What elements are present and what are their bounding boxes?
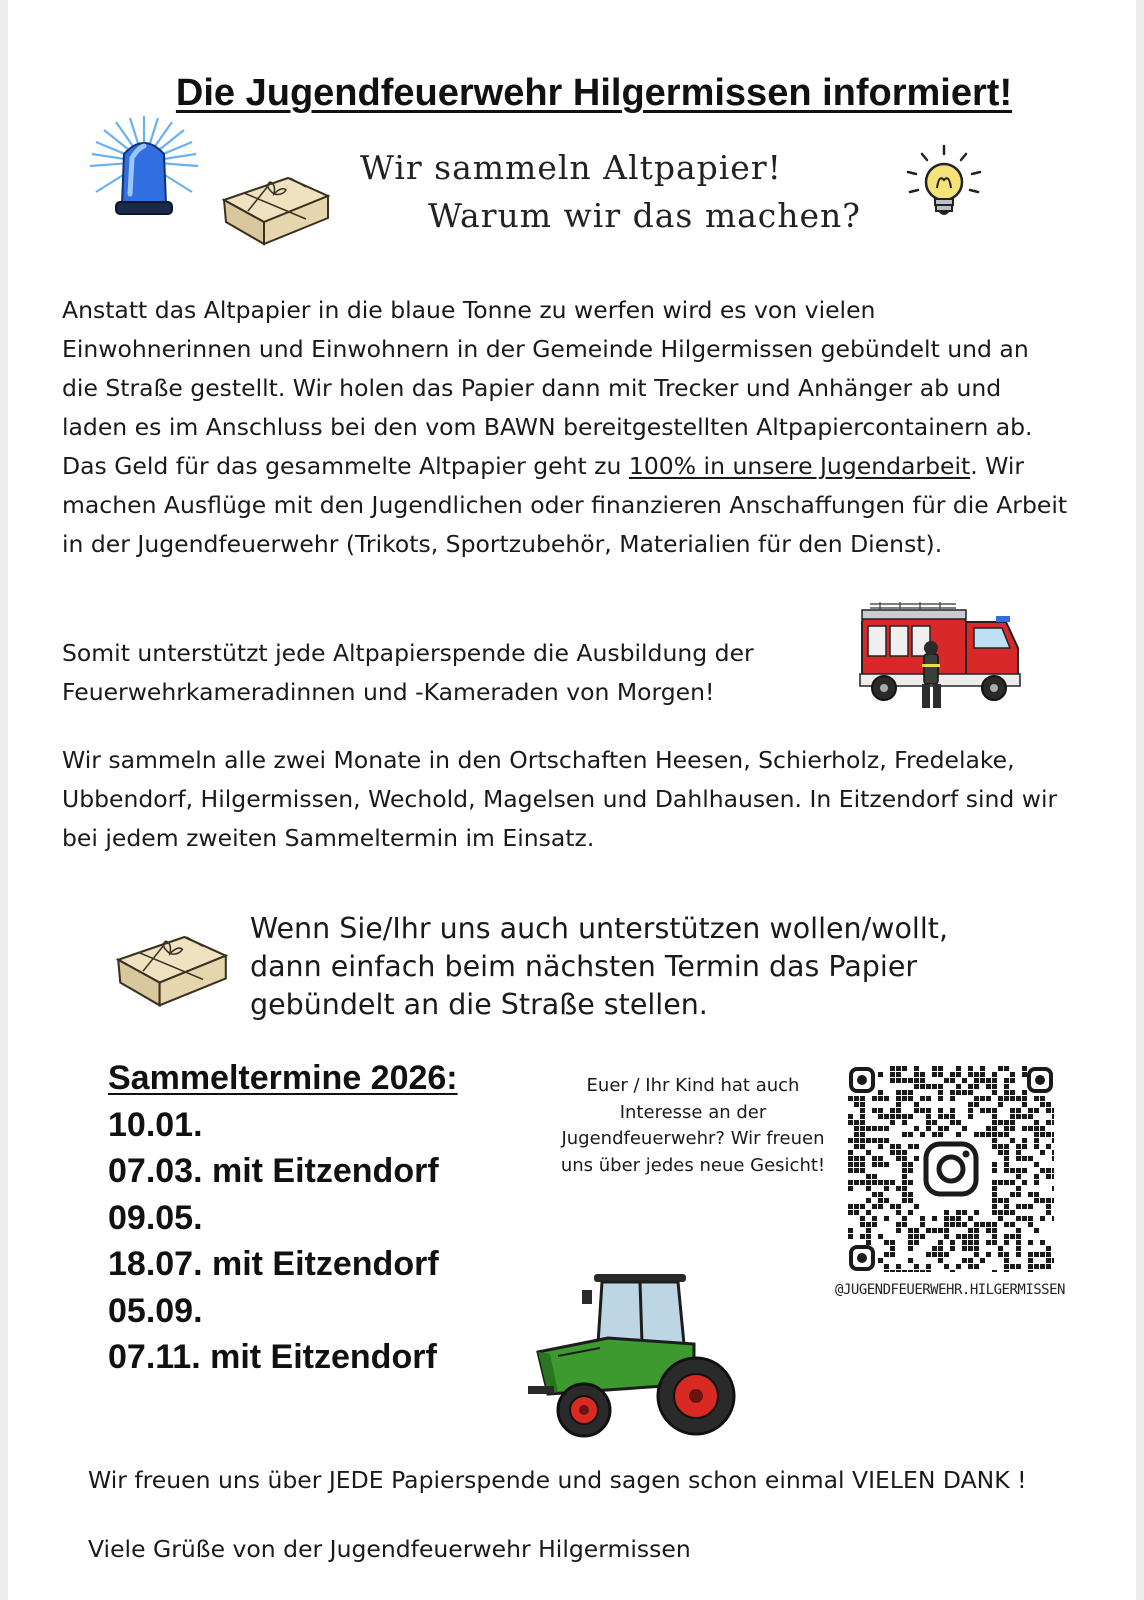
handwritten-line-1: Wir sammeln Altpapier! — [360, 148, 782, 187]
paper-package-icon — [218, 166, 334, 246]
flyer-page — [8, 0, 1136, 1600]
qr-code-icon[interactable] — [848, 1066, 1054, 1272]
paragraph-locations: Wir sammeln alle zwei Monate in den Ortschaften Heesen, Schierholz, Fredelake, Ubbendorf, Hilgermissen, Wechold, Magelsen und Dahlhausen. In Eitzendorf sind wir bei jedem zweiten Sammeltermin im Einsatz. — [62, 746, 1058, 852]
blue-light-icon — [86, 114, 202, 224]
date-item: 05.09. — [108, 1291, 203, 1330]
lightbulb-icon — [900, 142, 988, 230]
dates-heading: Sammeltermine 2026: — [108, 1059, 458, 1097]
instagram-handle[interactable]: @JUGENDFEUERWEHR.HILGERMISSEN — [835, 1282, 1065, 1298]
thank-you-line: Wir freuen uns über JEDE Papierspende und sagen schon einmal VIELEN DANK ! — [88, 1466, 1027, 1494]
page-title: Die Jugendfeuerwehr Hilgermissen informiert! — [175, 72, 1013, 114]
intro-underlined-text: 100% in unsere Jugendarbeit — [628, 452, 971, 480]
date-item: 09.05. — [108, 1198, 203, 1237]
collection-dates — [108, 1055, 458, 1381]
recruitment-text: Euer / Ihr Kind hat auch Interesse an der Jugendfeuerwehr? Wir freuen uns über jedes neue Gesicht! — [560, 1075, 826, 1176]
handwritten-line-2: Warum wir das machen? — [428, 196, 862, 235]
intro-text-part1: Anstatt das Altpapier in die blaue Tonne zu werfen wird es von vielen Einwohnerinnen und Einwohnern in der Gemeinde Hilgermissen gebündelt und an die Straße gestellt. Wir holen das Papier dann mit Trecker und Anhänger ab und laden es im Anschluss bei den vom BAWN bereitgestellten Altpapiercontainern ab. Das Geld für das gesammelte Altpapier geht zu — [62, 296, 1033, 480]
date-item: 07.11. mit Eitzendorf — [108, 1338, 437, 1376]
date-item: 07.03. mit Eitzendorf — [108, 1152, 439, 1190]
paragraph-support-training: Somit unterstützt jede Altpapierspende die Ausbildung der Feuerwehrkameradinnen und -Kameraden von Morgen! — [62, 639, 754, 706]
support-call-to-action: Wenn Sie/Ihr uns auch unterstützen wollen/wollt, dann einfach beim nächsten Termin das Papier gebündelt an die Straße stellen. — [250, 912, 948, 1021]
paper-package-icon-2 — [112, 922, 232, 1010]
date-item: 10.01. — [108, 1105, 203, 1144]
fire-truck-icon — [856, 598, 1026, 714]
greeting-line: Viele Grüße von der Jugendfeuerwehr Hilgermissen — [88, 1535, 691, 1563]
tractor-icon — [518, 1268, 740, 1452]
date-item: 18.07. mit Eitzendorf — [108, 1245, 439, 1283]
intro-text-part2: . Wir machen Ausflüge mit den Jugendlichen oder finanzieren Anschaffungen für die Arbeit in der Jugendfeuerwehr (Trikots, Sportzubehör, Materialien für den Dienst). — [62, 452, 1068, 558]
paragraph-intro — [62, 291, 1072, 564]
